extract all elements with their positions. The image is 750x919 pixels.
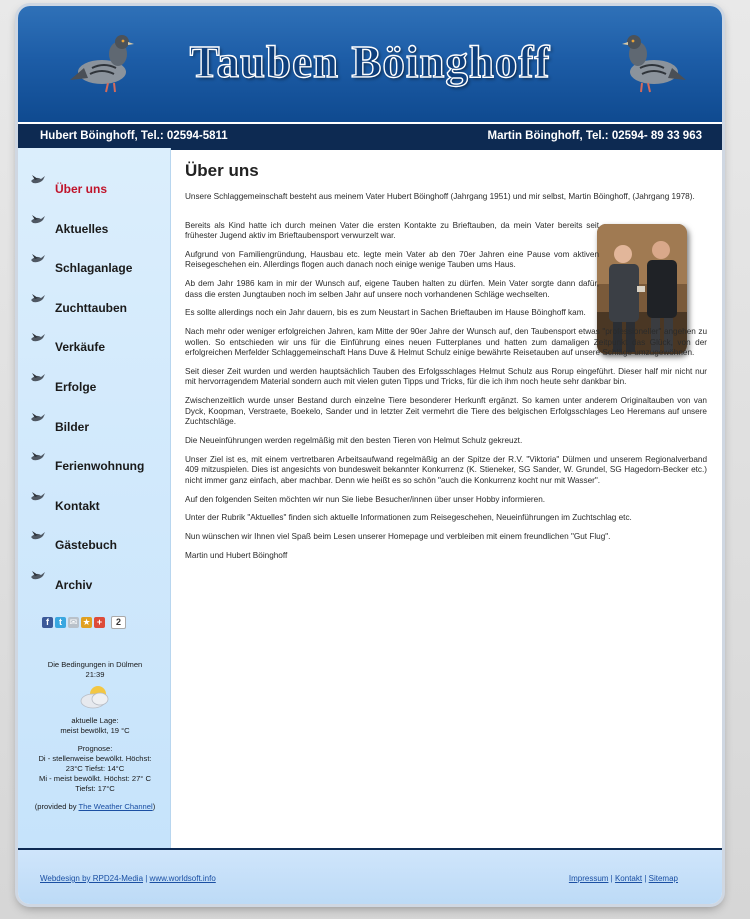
twitter-icon[interactable]: t — [55, 617, 66, 628]
social-share-bar — [42, 614, 128, 628]
email-icon[interactable]: ✉ — [69, 617, 78, 628]
nav-label: Über uns — [55, 182, 108, 196]
nav-label: Zuchttauben — [55, 300, 127, 315]
content-paragraph: Aufgrund von Familiengründung, Hausbau etc. legte mein Vater ab den 70er Jahren eine Pause vom aktiven Reisegeschehen ein. Allerdings flogen auch danach noch einige wenige Tauben ums Haus. — [185, 249, 599, 270]
nav-item-2[interactable] — [18, 210, 170, 250]
weather-channel-link[interactable]: The Weather Channel — [78, 802, 153, 811]
nav-label: Kontakt — [55, 498, 100, 513]
pigeon-bullet-icon — [30, 212, 46, 226]
webdesign-link[interactable]: Webdesign by RPD24-Media — [40, 874, 144, 883]
pigeon-icon — [618, 28, 688, 98]
nav-item-3[interactable] — [18, 249, 170, 289]
about-text — [185, 192, 707, 570]
phone-hubert: Hubert Böinghoff, Tel.: 02594-5811 — [40, 130, 228, 142]
site-header — [18, 6, 722, 122]
pigeon-bullet-icon — [30, 251, 46, 265]
partly-cloudy-icon — [78, 684, 112, 710]
sitemap-link[interactable]: Sitemap — [648, 874, 678, 883]
page-title: Über uns — [185, 161, 259, 180]
nav-label: Schlaganlage — [55, 261, 133, 276]
content-paragraph: Unsere Schlaggemeinschaft besteht aus meinem Vater Hubert Böinghoff (Jahrgang 1951) und mir selbst, Martin Böinghoff, (Jahrgang 1978). — [185, 192, 695, 201]
nav-item-8[interactable] — [18, 447, 170, 487]
impressum-link[interactable]: Impressum — [568, 874, 609, 883]
content-paragraph: Unser Ziel ist es, mit einem vertretbaren Arbeitsaufwand regelmäßig an der Spitze der R.V. "Viktoria" Dülmen und unserem Regionalverband 409 mitzuspielen. Dies ist angesichts von bundesweit bekannter Konkurrenz (K. Stieneker, SG Sander, W. Grundel, SG Hagedorn-Becker etc.) nicht immer ganz einfach, aber machbar. Denn wie heißt es so schön "auch die Konkurrenz kocht nur mit Wasser". — [185, 454, 707, 485]
content-paragraph: Nach mehr oder weniger erfolgreichen Jahren, kam Mitte der 90er Jahre der Wunsch auf, den Taubensport etwas "professioneller" angehen zu wollen. So entschieden wir uns für die Einführung eines neuen Futterplanes und hatten zum damaligen Zeitpunkt das Glück, von der erfolgreichen Merfelder Schlaggemeinschaft Hans Duve & Helmut Schulz einige bewährte Reisetauben auf unsere Schläge umzugewöhnen. — [185, 327, 707, 358]
weather-provider: (provided by The Weather Channel) — [34, 802, 156, 811]
footer-links: Impressum | Kontakt | Sitemap — [568, 874, 678, 883]
weather-widget — [30, 660, 160, 812]
share-count: 2 — [111, 616, 126, 629]
main-navigation — [18, 170, 170, 606]
nav-label: Erfolge — [55, 379, 97, 394]
pigeon-bullet-icon — [30, 568, 46, 582]
weather-time: 21:39 — [85, 670, 105, 679]
content-paragraph: Seit dieser Zeit wurden und werden hauptsächlich Tauben des Erfolgsschlages Helmut Schulz aus Rorup eingeführt. Dieser half mir nicht nur mit hervorragendem Material sondern auch mit vielen guten Tipps und Tricks, für die ich ihm noch heute sehr dankbar bin. — [185, 366, 707, 387]
nav-item-7[interactable] — [18, 408, 170, 448]
site-title: Tauben Böinghoff — [189, 37, 551, 87]
contact-bar — [18, 122, 722, 150]
page-frame — [18, 6, 722, 904]
phone-martin: Martin Böinghoff, Tel.: 02594- 89 33 963 — [487, 130, 702, 142]
content-paragraph: Unter der Rubrik "Aktuelles" finden sich aktuelle Informationen zum Reisegeschehen, Neueinführungen im Zuchtschlag etc. — [185, 513, 632, 523]
content-paragraph: Martin und Hubert Böinghoff — [185, 551, 288, 561]
site-footer — [18, 848, 722, 904]
nav-item-1[interactable] — [18, 170, 170, 210]
weather-forecast-1: Di - stellenweise bewölkt. Höchst: 23°C Tiefst: 14°C — [38, 754, 152, 773]
weather-current-label: aktuelle Lage: — [71, 716, 119, 725]
pigeon-bullet-icon — [30, 489, 46, 503]
footer-credits: Webdesign by RPD24-Media | www.worldsoft.info — [40, 874, 216, 883]
pigeon-bullet-icon — [30, 370, 46, 384]
nav-item-5[interactable] — [18, 328, 170, 368]
worldsoft-link[interactable]: www.worldsoft.info — [149, 874, 216, 883]
weather-forecast-label: Prognose: — [77, 744, 113, 753]
kontakt-link[interactable]: Kontakt — [614, 874, 643, 883]
content-paragraph: Auf den folgenden Seiten möchten wir nun Sie liebe Besucher/innen über unser Hobby informieren. — [185, 494, 546, 504]
nav-label: Verkäufe — [55, 340, 106, 355]
weather-heading: Die Bedingungen in Dülmen — [47, 660, 143, 669]
bookmark-icon[interactable]: ★ — [82, 617, 91, 628]
content-paragraph: Die Neueinführungen werden regelmäßig mit den besten Tieren von Helmut Schulz gekreuzt. — [185, 436, 523, 446]
pigeon-bullet-icon — [30, 410, 46, 424]
nav-label: Bilder — [55, 419, 90, 434]
content-paragraph: Nun wünschen wir Ihnen viel Spaß beim Lesen unserer Homepage und verbleiben mit einem freundlichen "Gut Flug". — [185, 532, 611, 542]
content-paragraph: Es sollte allerdings noch ein Jahr dauern, bis es zum Neustart in Sachen Brieftauben im Hause Böinghoff kam. — [185, 308, 586, 318]
content-paragraph: Bereits als Kind hatte ich durch meinen Vater die ersten Kontakte zu Brieftauben, da mein Vater bereits seit frühester Jugend aktiv im Brieftaubensport verwurzelt war. — [185, 220, 599, 240]
nav-label: Gästebuch — [55, 538, 118, 553]
pigeon-bullet-icon — [30, 449, 46, 463]
nav-item-10[interactable] — [18, 526, 170, 566]
sidebar — [18, 148, 171, 848]
google-plus-icon[interactable]: + — [94, 617, 105, 628]
pigeon-bullet-icon — [30, 172, 46, 186]
nav-label: Ferienwohnung — [55, 459, 145, 474]
pigeon-bullet-icon — [30, 528, 46, 542]
nav-label: Aktuelles — [55, 221, 109, 236]
nav-label: Archiv — [55, 577, 93, 592]
facebook-icon[interactable]: f — [42, 617, 53, 628]
pigeon-bullet-icon — [30, 291, 46, 305]
nav-item-6[interactable] — [18, 368, 170, 408]
content-paragraph: Ab dem Jahr 1986 kam in mir der Wunsch auf, eigene Tauben halten zu dürfen. Mein Vater sorgte dann dafür, dass die ersten Jungtauben noch im selben Jahr auf unsere noch vorhandenen Schläge wechselten. — [185, 279, 599, 299]
nav-item-11[interactable] — [18, 566, 170, 606]
weather-forecast-2: Mi - meist bewölkt. Höchst: 27° C Tiefst: 17°C — [39, 774, 151, 793]
nav-item-9[interactable] — [18, 487, 170, 527]
main-content — [185, 148, 707, 848]
pigeon-bullet-icon — [30, 330, 46, 344]
weather-current-value: meist bewölkt, 19 °C — [60, 726, 130, 735]
nav-item-4[interactable] — [18, 289, 170, 329]
content-paragraph: Zwischenzeitlich wurde unser Bestand durch einzelne Tiere besonderer Herkunft ergänzt. So kamen unter anderem Originaltauben von van Dyck, Koopman, Verstraete, Boekelo, Sander und in letzter Zeit vermehrt die Tiere des belgischen Erfolgsschlages Leo Heremans auf unsere Zuchtschläge. — [185, 396, 707, 427]
